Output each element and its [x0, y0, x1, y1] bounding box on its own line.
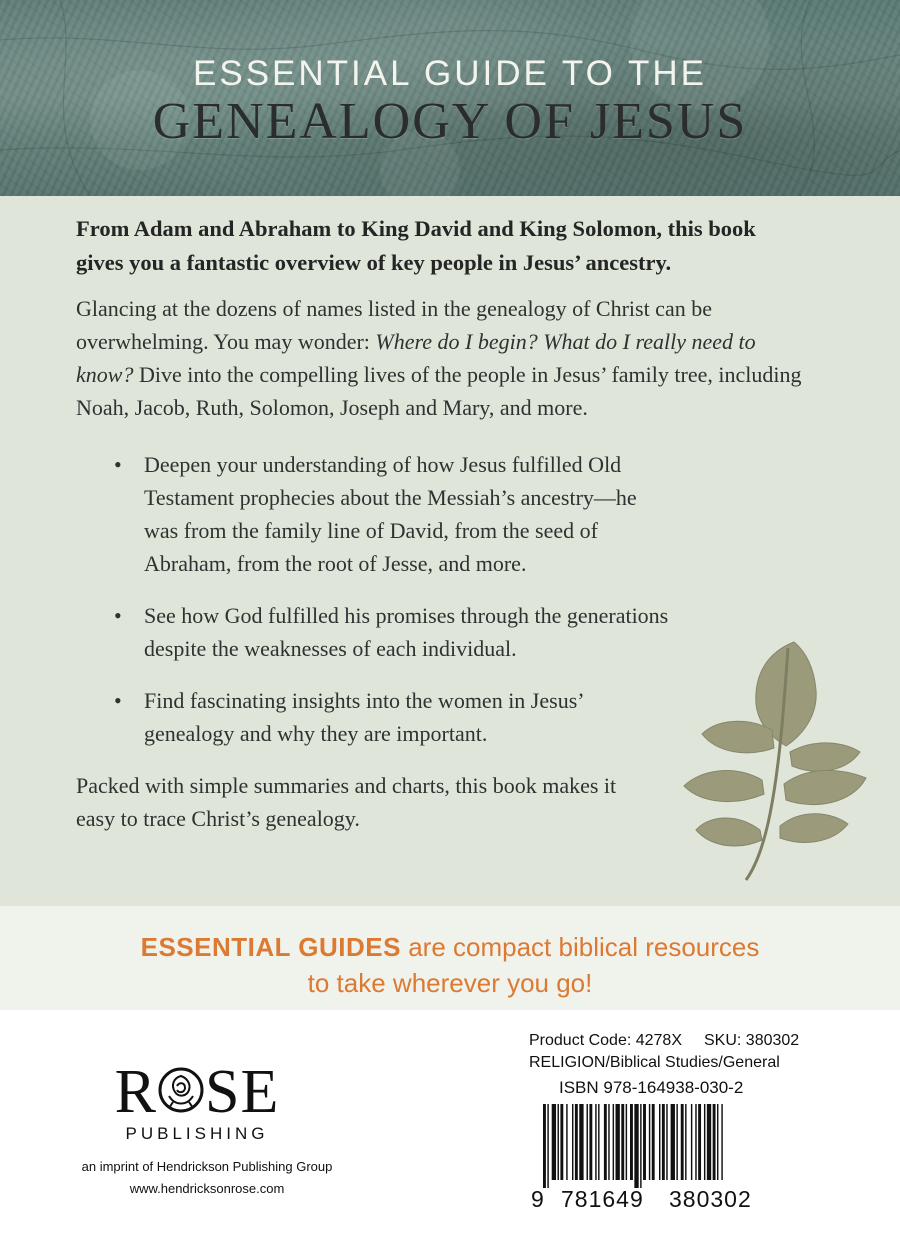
barcode-bar [587, 1104, 588, 1180]
barcode-bar [552, 1104, 556, 1180]
barcode-bar [626, 1104, 627, 1180]
barcode-bar [613, 1104, 614, 1180]
barcode-bar [707, 1104, 711, 1180]
barcode-bar [640, 1104, 641, 1188]
logo-wordmark [112, 1058, 282, 1126]
barcode-bar [547, 1104, 548, 1188]
publisher-logo [112, 1058, 282, 1144]
barcode-bar [698, 1104, 701, 1180]
barcode-bar [649, 1104, 650, 1180]
barcode-bar [558, 1104, 559, 1180]
bullet-text: Find fascinating insights into the women in Jesus’ genealogy and why they are important. [144, 688, 583, 746]
barcode-bar [543, 1104, 546, 1188]
barcode-bar [717, 1104, 718, 1180]
product-sku: SKU: 380302 [704, 1032, 800, 1049]
barcode-bar [691, 1104, 692, 1180]
barcode-bar [572, 1104, 573, 1180]
rose-icon [157, 1066, 205, 1114]
barcode-bar [704, 1104, 705, 1180]
bullet-mark: • [114, 452, 122, 477]
intro-text-1: Glancing at the dozens of names listed in the genealogy of Christ can be overwhelming. You may wonder: [76, 296, 712, 354]
bullet-mark: • [114, 688, 122, 713]
list-item [114, 448, 674, 580]
logo-subtitle: PUBLISHING [125, 1124, 269, 1143]
barcode-bar [721, 1104, 722, 1180]
series-title: ESSENTIAL GUIDE TO THE [193, 54, 707, 93]
list-item [114, 684, 634, 750]
barcode-right-digits: 380302 [669, 1186, 752, 1212]
product-category: RELIGION/Biblical Studies/General [529, 1054, 780, 1071]
barcode-bar [681, 1104, 684, 1180]
barcode-bar [595, 1104, 596, 1180]
barcode-bar [589, 1104, 592, 1180]
isbn: ISBN 978-164938-030-2 [559, 1078, 744, 1097]
product-code: Product Code: 4278X [529, 1032, 682, 1049]
barcode-bar [575, 1104, 578, 1180]
barcode-bar [630, 1104, 633, 1180]
barcode-left-digits: 781649 [561, 1186, 644, 1212]
list-item [114, 599, 714, 665]
barcode-lead-digit: 9 [531, 1186, 545, 1212]
barcode-bar [659, 1104, 660, 1180]
bullet-text: See how God fulfilled his promises through the generations despite the weaknesses of each individual. [144, 603, 669, 661]
barcode-block [529, 1078, 770, 1218]
barcode-bar [604, 1104, 607, 1180]
barcode-icon [529, 1104, 770, 1188]
barcode-bar [685, 1104, 686, 1180]
product-info [529, 1030, 799, 1074]
barcode-bar [566, 1104, 567, 1180]
barcode-bar [666, 1104, 667, 1180]
barcode-bar [676, 1104, 677, 1180]
publisher-website: www.hendricksonrose.com [129, 1181, 285, 1196]
bullet-mark: • [114, 603, 122, 628]
leaf-icon [676, 634, 876, 884]
imprint-info [62, 1156, 352, 1200]
barcode-bar [634, 1104, 638, 1188]
lead-paragraph: From Adam and Abraham to King David and King Solomon, this book gives you a fantastic overview of key people in Jesus’ ancestry. [76, 216, 756, 275]
barcode-bar [643, 1104, 646, 1180]
barcode-bar [671, 1104, 675, 1180]
logo-letters-right: SE [205, 1058, 280, 1126]
imprint-line: an imprint of Hendrickson Publishing Group [81, 1159, 333, 1174]
book-title: GENEALOGY OF JESUS [152, 93, 748, 150]
barcode-bar [579, 1104, 583, 1180]
barcode-bar [616, 1104, 620, 1180]
barcode-bar [560, 1104, 563, 1180]
barcode-bar [608, 1104, 609, 1180]
barcode-bar [652, 1104, 655, 1180]
promo-text: are compact biblical resources [400, 932, 760, 962]
closing-paragraph: Packed with simple summaries and charts, this book makes it easy to trace Christ’s genealogy. [76, 773, 617, 831]
product-code-line [529, 1030, 799, 1052]
promo-line-1 [0, 929, 900, 965]
bullet-text: Deepen your understanding of how Jesus fulfilled Old Testament prophecies about the Messiah’s ancestry—he was from the family line of David, from the seed of Abraham, from the root of Jesse, and more. [144, 452, 637, 576]
promo-line-2: to take wherever you go! [307, 968, 593, 998]
barcode-bar [621, 1104, 624, 1180]
barcode-bar [662, 1104, 665, 1180]
barcode-bar [713, 1104, 716, 1180]
barcode-bar [598, 1104, 599, 1180]
series-promo [0, 906, 900, 1010]
intro-question: Where do I begin? What do I really need to know? [76, 329, 756, 387]
intro-paragraph [76, 292, 806, 424]
intro-text-2: Dive into the compelling lives of the people in Jesus’ family tree, including Noah, Jacob, Ruth, Solomon, Joseph and Mary, and more. [76, 362, 802, 420]
cover-header [0, 0, 900, 196]
logo-letters-left: R [114, 1058, 157, 1126]
promo-series-name: ESSENTIAL GUIDES [140, 932, 401, 962]
barcode-bar [695, 1104, 696, 1180]
